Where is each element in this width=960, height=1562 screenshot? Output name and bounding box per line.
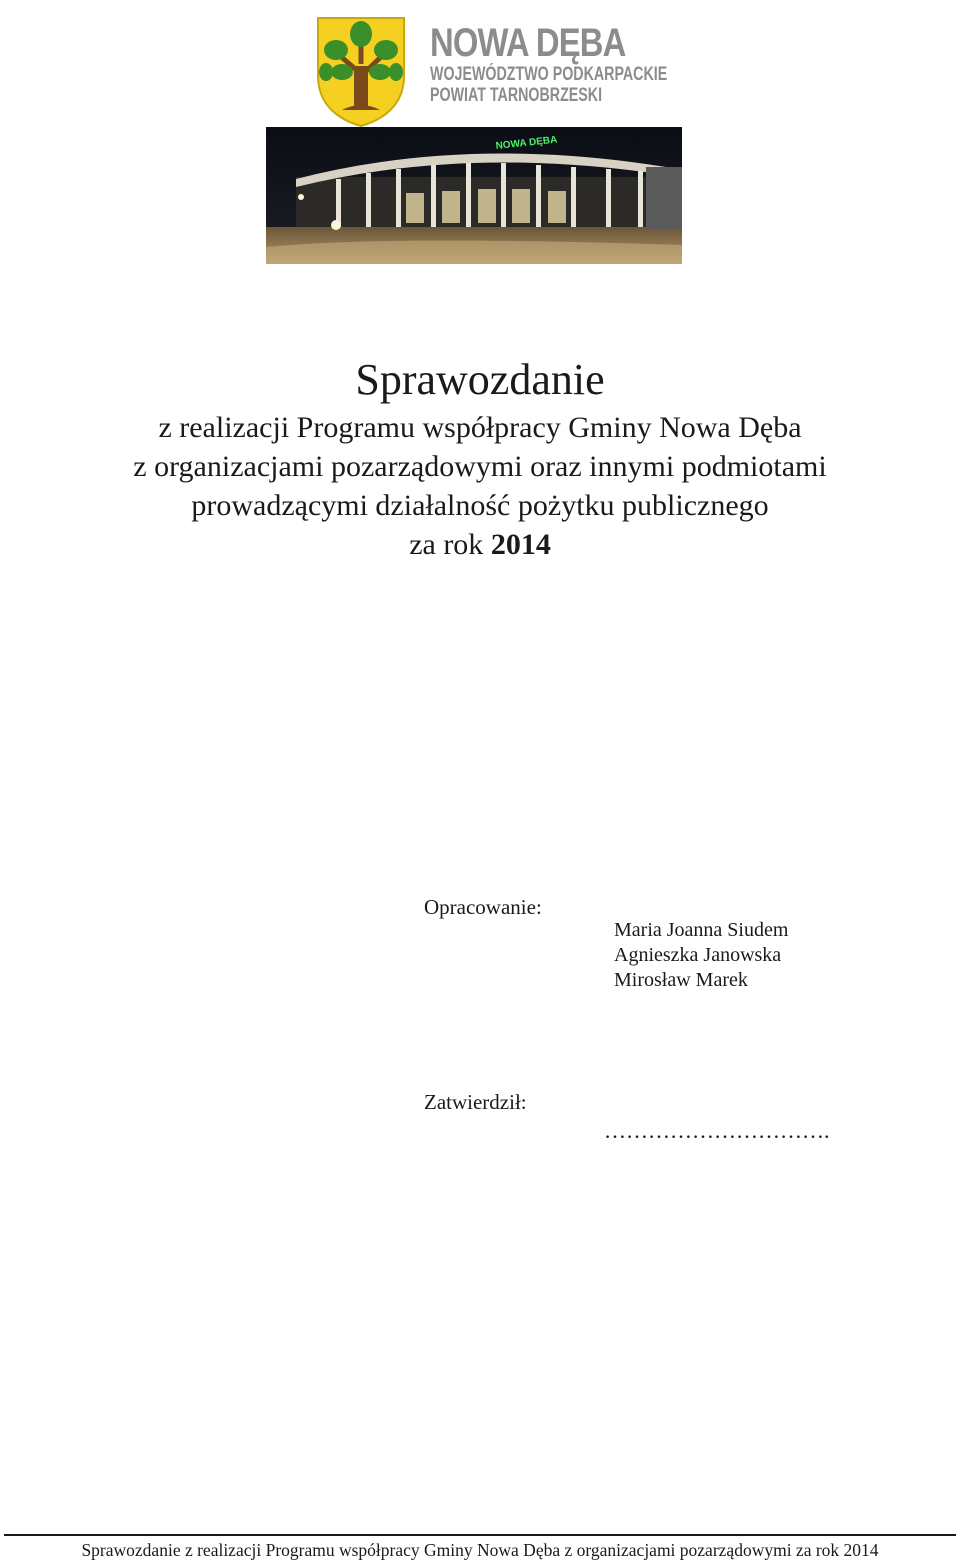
title-line-2: z organizacjami pozarządowymi oraz innymi podmiotami [133,450,827,483]
signature-line: …………………………. [604,1118,830,1143]
logo-county: POWIAT TARNOBRZESKI [430,85,603,106]
logo-voivodeship: WOJEWÓDZTWO PODKARPACKIE [430,64,668,85]
page-footer: Sprawozdanie z realizacji Programu współpracy Gminy Nowa Dęba z organizacjami pozarządowymi za rok 2014 [81,1540,879,1560]
photo-station-sign: NOWA DĘBA [495,134,558,152]
author-name: Mirosław Marek [614,969,748,991]
municipality-logo [300,8,668,126]
title-year-line [0,525,960,564]
author-name: Maria Joanna Siudem [614,919,789,941]
logo-name: NOWA DĘBA [430,21,626,65]
coat-of-arms-icon [312,14,410,128]
approved-label: Zatwierdził: [424,1090,527,1114]
title-year: 2014 [490,528,551,561]
title-year-prefix: za rok [409,528,491,561]
station-night-photo [266,127,682,264]
document-title [0,352,960,564]
prepared-label: Opracowanie: [424,895,542,919]
footer-divider [4,1534,956,1536]
authors-list [614,918,788,993]
logo-text [430,22,746,106]
title-main: Sprawozdanie [355,355,605,404]
title-line-3: prowadzącymi działalność pożytku publicznego [191,489,769,522]
author-name: Agnieszka Janowska [614,944,782,966]
title-line-1: z realizacji Programu współpracy Gminy Nowa Dęba [158,411,802,444]
